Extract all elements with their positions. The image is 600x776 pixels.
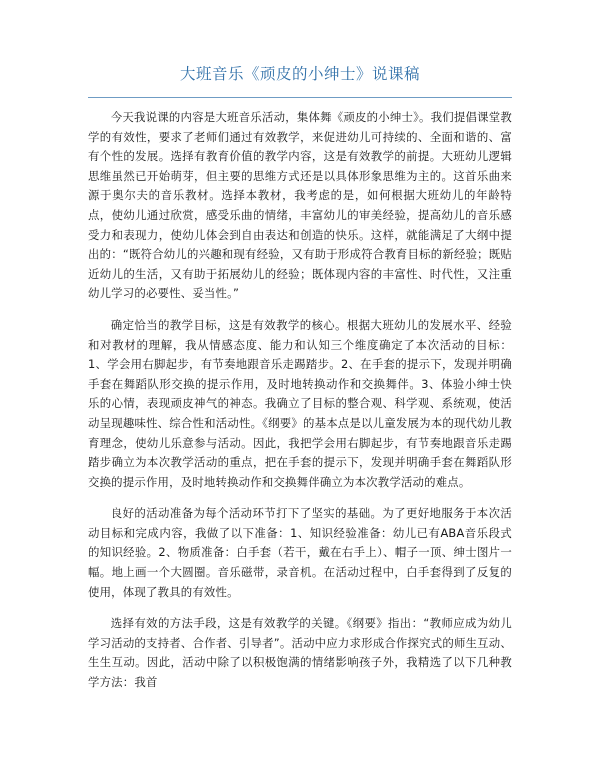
paragraph-preparation: 良好的活动准备为每个活动环节打下了坚实的基础。为了更好地服务于本次活动目标和完成内容，我做了以下准备：1、知识经验准备：幼儿已有ABA音乐段式的知识经验。2、物质准备：白手套（若干，戴在右手上）、帽子一顶、绅士图片一幅。地上画一个大圆圈。音乐磁带，录音机。在活动过程中，白手套得到了反复的使用，体现了教具的有效性。 [88, 506, 512, 599]
paragraph-intro: 今天我说课的内容是大班音乐活动，集体舞《顽皮的小绅士》。我们提倡课堂教学的有效性，要求了老师们通过有效教学，来促进幼儿可持续的、全面和谐的、富有个性的发展。选择有教育价值的教学内容，这是有效教学的前提。大班幼儿逻辑思维虽然已开始萌芽，但主要的思维方式还是以具体形象思维为主的。这首乐曲来源于奥尔夫的音乐教材。选择本教材，我考虑的是，如何根据大班幼儿的年龄特点，使幼儿通过欣赏，感受乐曲的情绪，丰富幼儿的审美经验，提高幼儿的音乐感受力和表现力，使幼儿体会到自由表达和创造的快乐。这样，就能满足了大纲中提出的：“既符合幼儿的兴趣和现有经验，又有助于形成符合教育目标的新经验；既贴近幼儿的生活，又有助于拓展幼儿的经验；既体现内容的丰富性、时代性，又注重幼儿学习的必要性、妥当性。” [88, 110, 512, 301]
title-divider [88, 97, 512, 98]
document-body [88, 108, 512, 705]
paragraph-methods: 选择有效的方法手段，这是有效教学的关键。《纲要》指出：“教师应成为幼儿学习活动的支持者、合作者、引导者”。活动中应力求形成合作探究式的师生互动、生生互动。因此，活动中除了以积极饱满的情绪影响孩子外，我精选了以下几种教学方法：我首 [88, 616, 512, 690]
page-title: 大班音乐《顽皮的小绅士》说课稿 [179, 65, 420, 83]
paragraph-objectives: 确定恰当的教学目标，这是有效教学的核心。根据大班幼儿的发展水平、经验和对教材的理解，我从情感态度、能力和认知三个维度确定了本次活动的目标：1、学会用右脚起步，有节奏地跟音乐走踢踏步。2、在手套的提示下，发现并明确手套在舞蹈队形交换的提示作用，及时地转换动作和交换舞伴。3、体验小绅士快乐的心情，表现顽皮神气的神态。我确立了目标的整合观、科学观、系统观，使活动呈现趣味性、综合性和活动性。《纲要》的基本点是以儿童发展为本的现代幼儿教育理念，使幼儿乐意参与活动。因此，我把学会用右脚起步，有节奏地跟音乐走踢踏步确立为本次教学活动的重点，把在手套的提示下，发现并明确手套在舞蹈队形交换的提示作用，及时地转换动作和交换舞伴确立为本次教学活动的难点。 [88, 317, 512, 489]
